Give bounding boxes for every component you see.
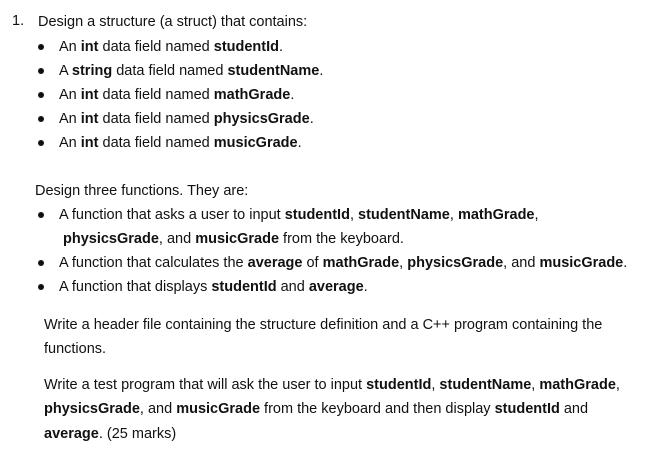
bullet-icon <box>38 212 44 218</box>
bullet-icon <box>38 92 44 98</box>
test-paragraph-line-1: Write a test program that will ask the user to input studentId, studentName, mathGrade, <box>44 377 620 393</box>
bullet-icon <box>38 284 44 290</box>
field-item-studentid: An int data field named studentId. <box>59 39 284 55</box>
bullet-icon <box>38 260 44 266</box>
function-item-display: A function that displays studentId and average. <box>59 279 368 295</box>
field-item-physicsgrade: An int data field named physicsGrade. <box>59 111 314 127</box>
bullet-icon <box>38 44 44 50</box>
field-item-studentname: A string data field named studentName. <box>59 63 324 79</box>
field-item-musicgrade: An int data field named musicGrade. <box>59 135 302 151</box>
field-item-mathgrade: An int data field named mathGrade. <box>59 87 295 103</box>
functions-intro: Design three functions. They are: <box>35 183 249 199</box>
function-item-input: A function that asks a user to input studentId, studentName, mathGrade, <box>59 207 539 223</box>
header-paragraph-line-2: functions. <box>44 341 107 357</box>
function-item-input-continued: physicsGrade, and musicGrade from the keyboard. <box>63 231 404 247</box>
header-paragraph-line-1: Write a header file containing the structure definition and a C++ program containing the <box>44 317 603 333</box>
question-number: 1. <box>12 13 25 29</box>
struct-intro: Design a structure (a struct) that contains: <box>38 14 308 30</box>
bullet-icon <box>38 68 44 74</box>
function-item-average: A function that calculates the average of mathGrade, physicsGrade, and musicGrade. <box>59 255 628 271</box>
bullet-icon <box>38 140 44 146</box>
test-paragraph-line-2: physicsGrade, and musicGrade from the keyboard and then display studentId and <box>44 401 589 417</box>
test-paragraph-line-3: average. (25 marks) <box>44 426 177 442</box>
bullet-icon <box>38 116 44 122</box>
